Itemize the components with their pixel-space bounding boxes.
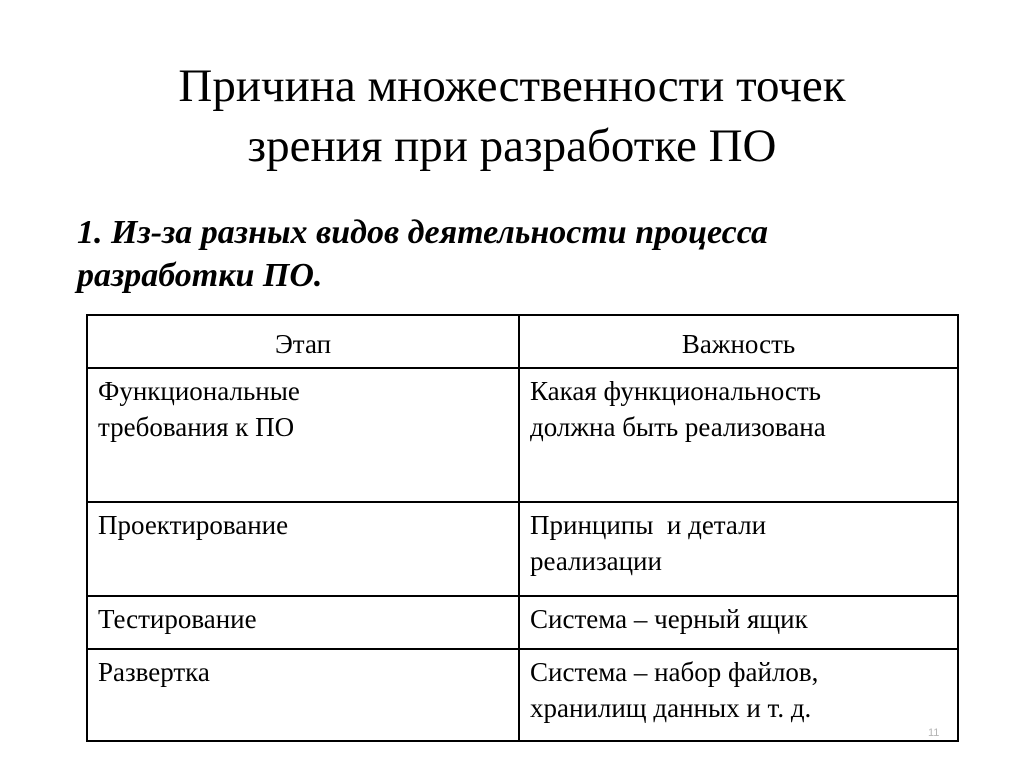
slide-subtitle-line-2: разработки ПО. (77, 257, 323, 294)
page-number: 11 (928, 727, 940, 739)
slide-subtitle (77, 211, 957, 297)
column-header-stage: Этап (87, 315, 519, 368)
table-row (87, 596, 958, 649)
stage-cell-line: требования к ПО (98, 412, 295, 442)
table-row (87, 502, 958, 596)
table-header-row (87, 315, 958, 368)
stage-cell (87, 649, 519, 741)
importance-cell-line: Принципы и детали (530, 510, 767, 540)
stage-importance-table (86, 314, 959, 742)
table-row (87, 368, 958, 502)
importance-cell (519, 502, 958, 596)
importance-cell-line: Система – черный ящик (530, 604, 808, 634)
stage-cell (87, 368, 519, 502)
stage-cell-line: Проектирование (98, 510, 289, 540)
importance-cell (519, 649, 958, 741)
importance-cell-line: реализации (530, 546, 662, 576)
stage-cell (87, 596, 519, 649)
importance-cell-line: Система – набор файлов, (530, 657, 819, 687)
importance-cell-line: Какая функциональность (530, 376, 821, 406)
importance-cell (519, 368, 958, 502)
stage-cell (87, 502, 519, 596)
table-row (87, 649, 958, 741)
importance-cell-line: хранилищ данных и т. д. (530, 693, 812, 723)
importance-cell-line: должна быть реализована (530, 412, 826, 442)
stage-cell-line: Тестирование (98, 604, 257, 634)
slide-title-line-2: зрения при разработке ПО (247, 120, 777, 172)
slide-title (0, 56, 1024, 176)
column-header-importance: Важность (519, 315, 958, 368)
importance-cell (519, 596, 958, 649)
stage-cell-line: Функциональные (98, 376, 300, 406)
slide-title-line-1: Причина множественности точек (178, 60, 846, 112)
slide-subtitle-line-1: 1. Из-за разных видов деятельности процесса (77, 214, 768, 251)
stage-cell-line: Развертка (98, 657, 210, 687)
